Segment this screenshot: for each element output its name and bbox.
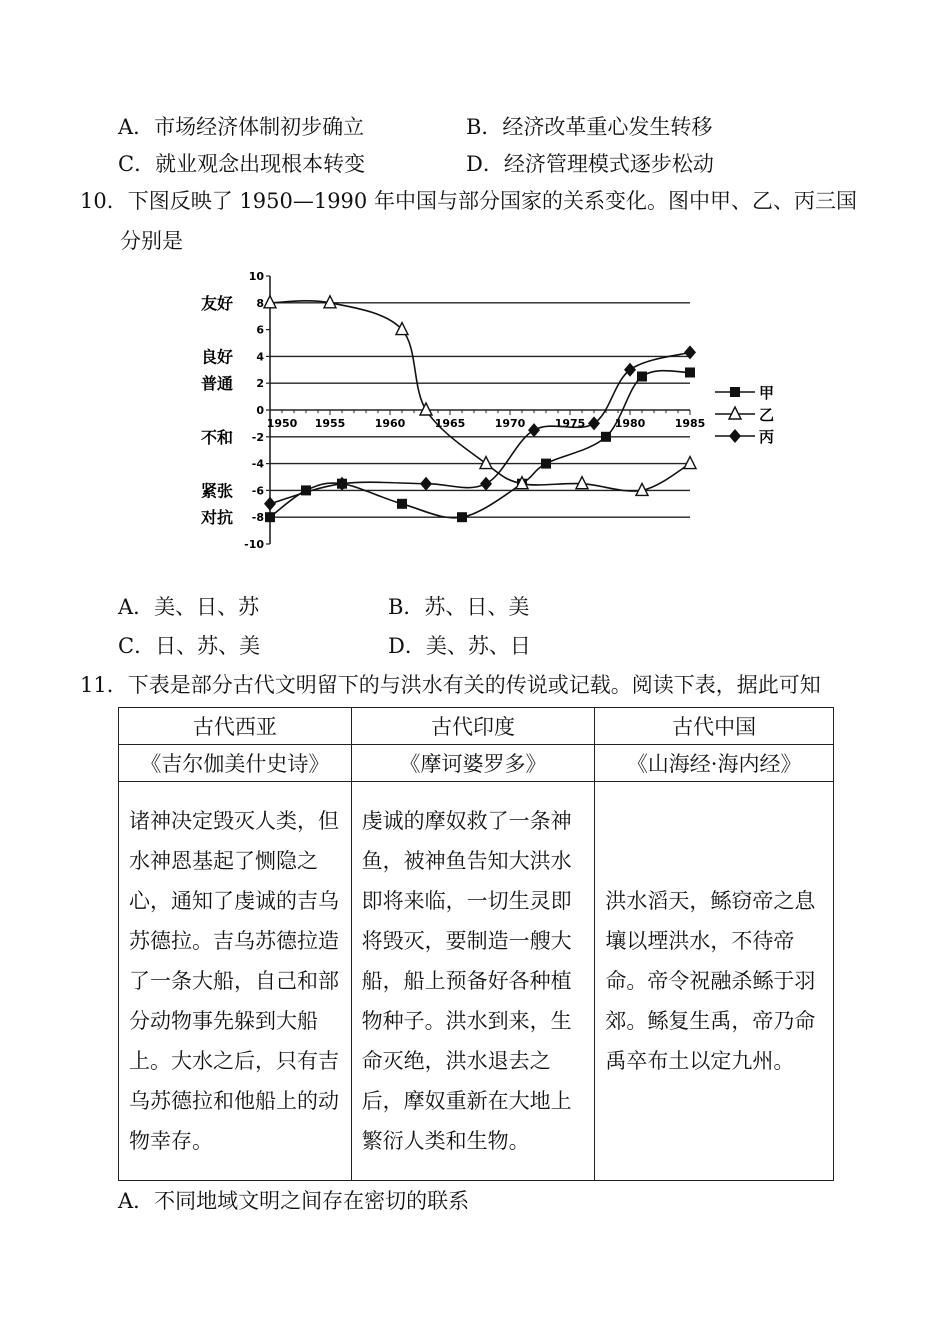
header-india: 古代印度 (351, 708, 595, 745)
data-point (480, 457, 492, 469)
q9-option-b: B．经济改革重心发生转移 (466, 115, 713, 139)
x-tick-label: 1980 (614, 417, 646, 430)
table-source-row (119, 745, 834, 782)
legend-marker (730, 387, 740, 397)
y-tick-label: 4 (256, 350, 264, 364)
q10-option-c: C．日、苏、美 (118, 634, 261, 658)
q9-option-d: D．经济管理模式逐步松动 (466, 152, 714, 176)
data-point (685, 367, 695, 377)
x-tick-label: 1960 (374, 417, 406, 430)
x-tick-label: 1985 (674, 417, 706, 430)
y-tick-label: 6 (256, 323, 264, 337)
data-point (588, 416, 600, 430)
y-tick-label: -4 (251, 457, 264, 471)
source-india: 《摩诃婆罗多》 (351, 745, 595, 782)
x-tick-label: 1955 (314, 417, 346, 430)
y-category-label: 不和 (201, 427, 234, 447)
q10-option-a: A．美、日、苏 (118, 595, 260, 619)
data-point (457, 512, 467, 522)
series-甲 (265, 367, 695, 522)
table-header-row (119, 708, 834, 745)
x-tick-label: 1950 (266, 417, 298, 430)
text-china-content: 洪水滔天，鲧窃帝之息壤以堙洪水，不待帝命。帝令祝融杀鲧于羽郊。鲧复生禹，帝乃命禹卒布土以定九州。 (605, 889, 816, 1073)
relations-chart (195, 262, 805, 562)
y-tick-label: -10 (244, 538, 264, 551)
header-china: 古代中国 (595, 708, 834, 745)
q11-stem: 11．下表是部分古代文明留下的与洪水有关的传说或记载。阅读下表，据此可知 (80, 673, 821, 697)
y-category-label: 友好 (201, 293, 234, 313)
series-line (270, 371, 690, 518)
y-tick-label: -2 (251, 430, 264, 444)
data-point (397, 499, 407, 509)
data-point (684, 457, 696, 469)
q9-option-c: C．就业观念出现根本转变 (118, 152, 366, 176)
data-point (637, 372, 647, 382)
y-category-label: 普通 (201, 374, 234, 394)
y-tick-label: -6 (251, 484, 264, 498)
text-china (595, 782, 834, 1181)
data-point (576, 477, 588, 489)
y-tick-label: 10 (248, 270, 264, 283)
legend-item (715, 406, 774, 424)
series-line (270, 301, 690, 491)
q10-stem-line1: 10．下图反映了 1950—1990 年中国与部分国家的关系变化。图中甲、乙、丙三国 (80, 189, 857, 213)
text-west-asia-content: 诸神决定毁灭人类，但水神恩基起了恻隐之心，通知了虔诚的吉乌苏德拉。吉乌苏德拉造了一条大船，自己和部分动物事先躲到大船上。大水之后，只有吉乌苏德拉和他船上的动物幸存。 (129, 809, 339, 1153)
flood-legends-table (118, 707, 834, 1181)
legend-item (715, 428, 774, 446)
q10-option-d: D．美、苏、日 (388, 634, 531, 658)
y-tick-label: 2 (256, 377, 264, 391)
q11-option-a: A．不同地域文明之间存在密切的联系 (118, 1189, 470, 1213)
chart-x-axis (267, 410, 706, 430)
q10-stem-line2: 分别是 (120, 229, 183, 253)
legend-marker (729, 429, 741, 443)
data-point (541, 459, 551, 469)
q9-option-a: A．市场经济体制初步确立 (118, 115, 365, 139)
chart-legend (715, 384, 774, 446)
header-west-asia: 古代西亚 (119, 708, 352, 745)
series-乙 (264, 296, 696, 496)
y-category-label: 良好 (201, 347, 234, 367)
data-point (396, 323, 408, 335)
legend-label: 甲 (759, 384, 775, 402)
source-west-asia: 《吉尔伽美什史诗》 (119, 745, 352, 782)
y-tick-label: 0 (256, 404, 264, 417)
data-point (265, 512, 275, 522)
y-category-label: 对抗 (201, 508, 234, 528)
data-point (420, 403, 432, 415)
table-text-row (119, 782, 834, 1181)
text-india (351, 782, 595, 1181)
data-point (420, 477, 432, 491)
x-tick-label: 1965 (434, 417, 466, 430)
y-tick-label: 8 (256, 296, 264, 310)
legend-label: 乙 (759, 406, 775, 424)
y-category-label: 紧张 (201, 481, 234, 501)
data-point (264, 497, 276, 511)
data-point (601, 432, 611, 442)
chart-series (264, 296, 696, 522)
data-point (480, 477, 492, 491)
data-point (264, 296, 276, 308)
legend-item (715, 384, 774, 402)
legend-label: 丙 (759, 428, 775, 446)
text-west-asia (119, 782, 352, 1181)
x-tick-label: 1970 (494, 417, 526, 430)
text-india-content: 虔诚的摩奴救了一条神鱼，被神鱼告知大洪水即将来临，一切生灵即将毁灭，要制造一艘大船，船上预备好各种植物种子。洪水到来，生命灭绝，洪水退去之后，摩奴重新在大地上繁衍人类和生物。 (361, 809, 572, 1153)
legend-marker (729, 407, 741, 419)
q10-option-b: B．苏、日、美 (388, 595, 530, 619)
x-tick-label: 1975 (554, 417, 586, 430)
data-point (528, 423, 540, 437)
data-point (684, 345, 696, 359)
y-tick-label: -8 (251, 511, 264, 525)
chart-y-axis (200, 270, 270, 551)
source-china: 《山海经·海内经》 (595, 745, 834, 782)
